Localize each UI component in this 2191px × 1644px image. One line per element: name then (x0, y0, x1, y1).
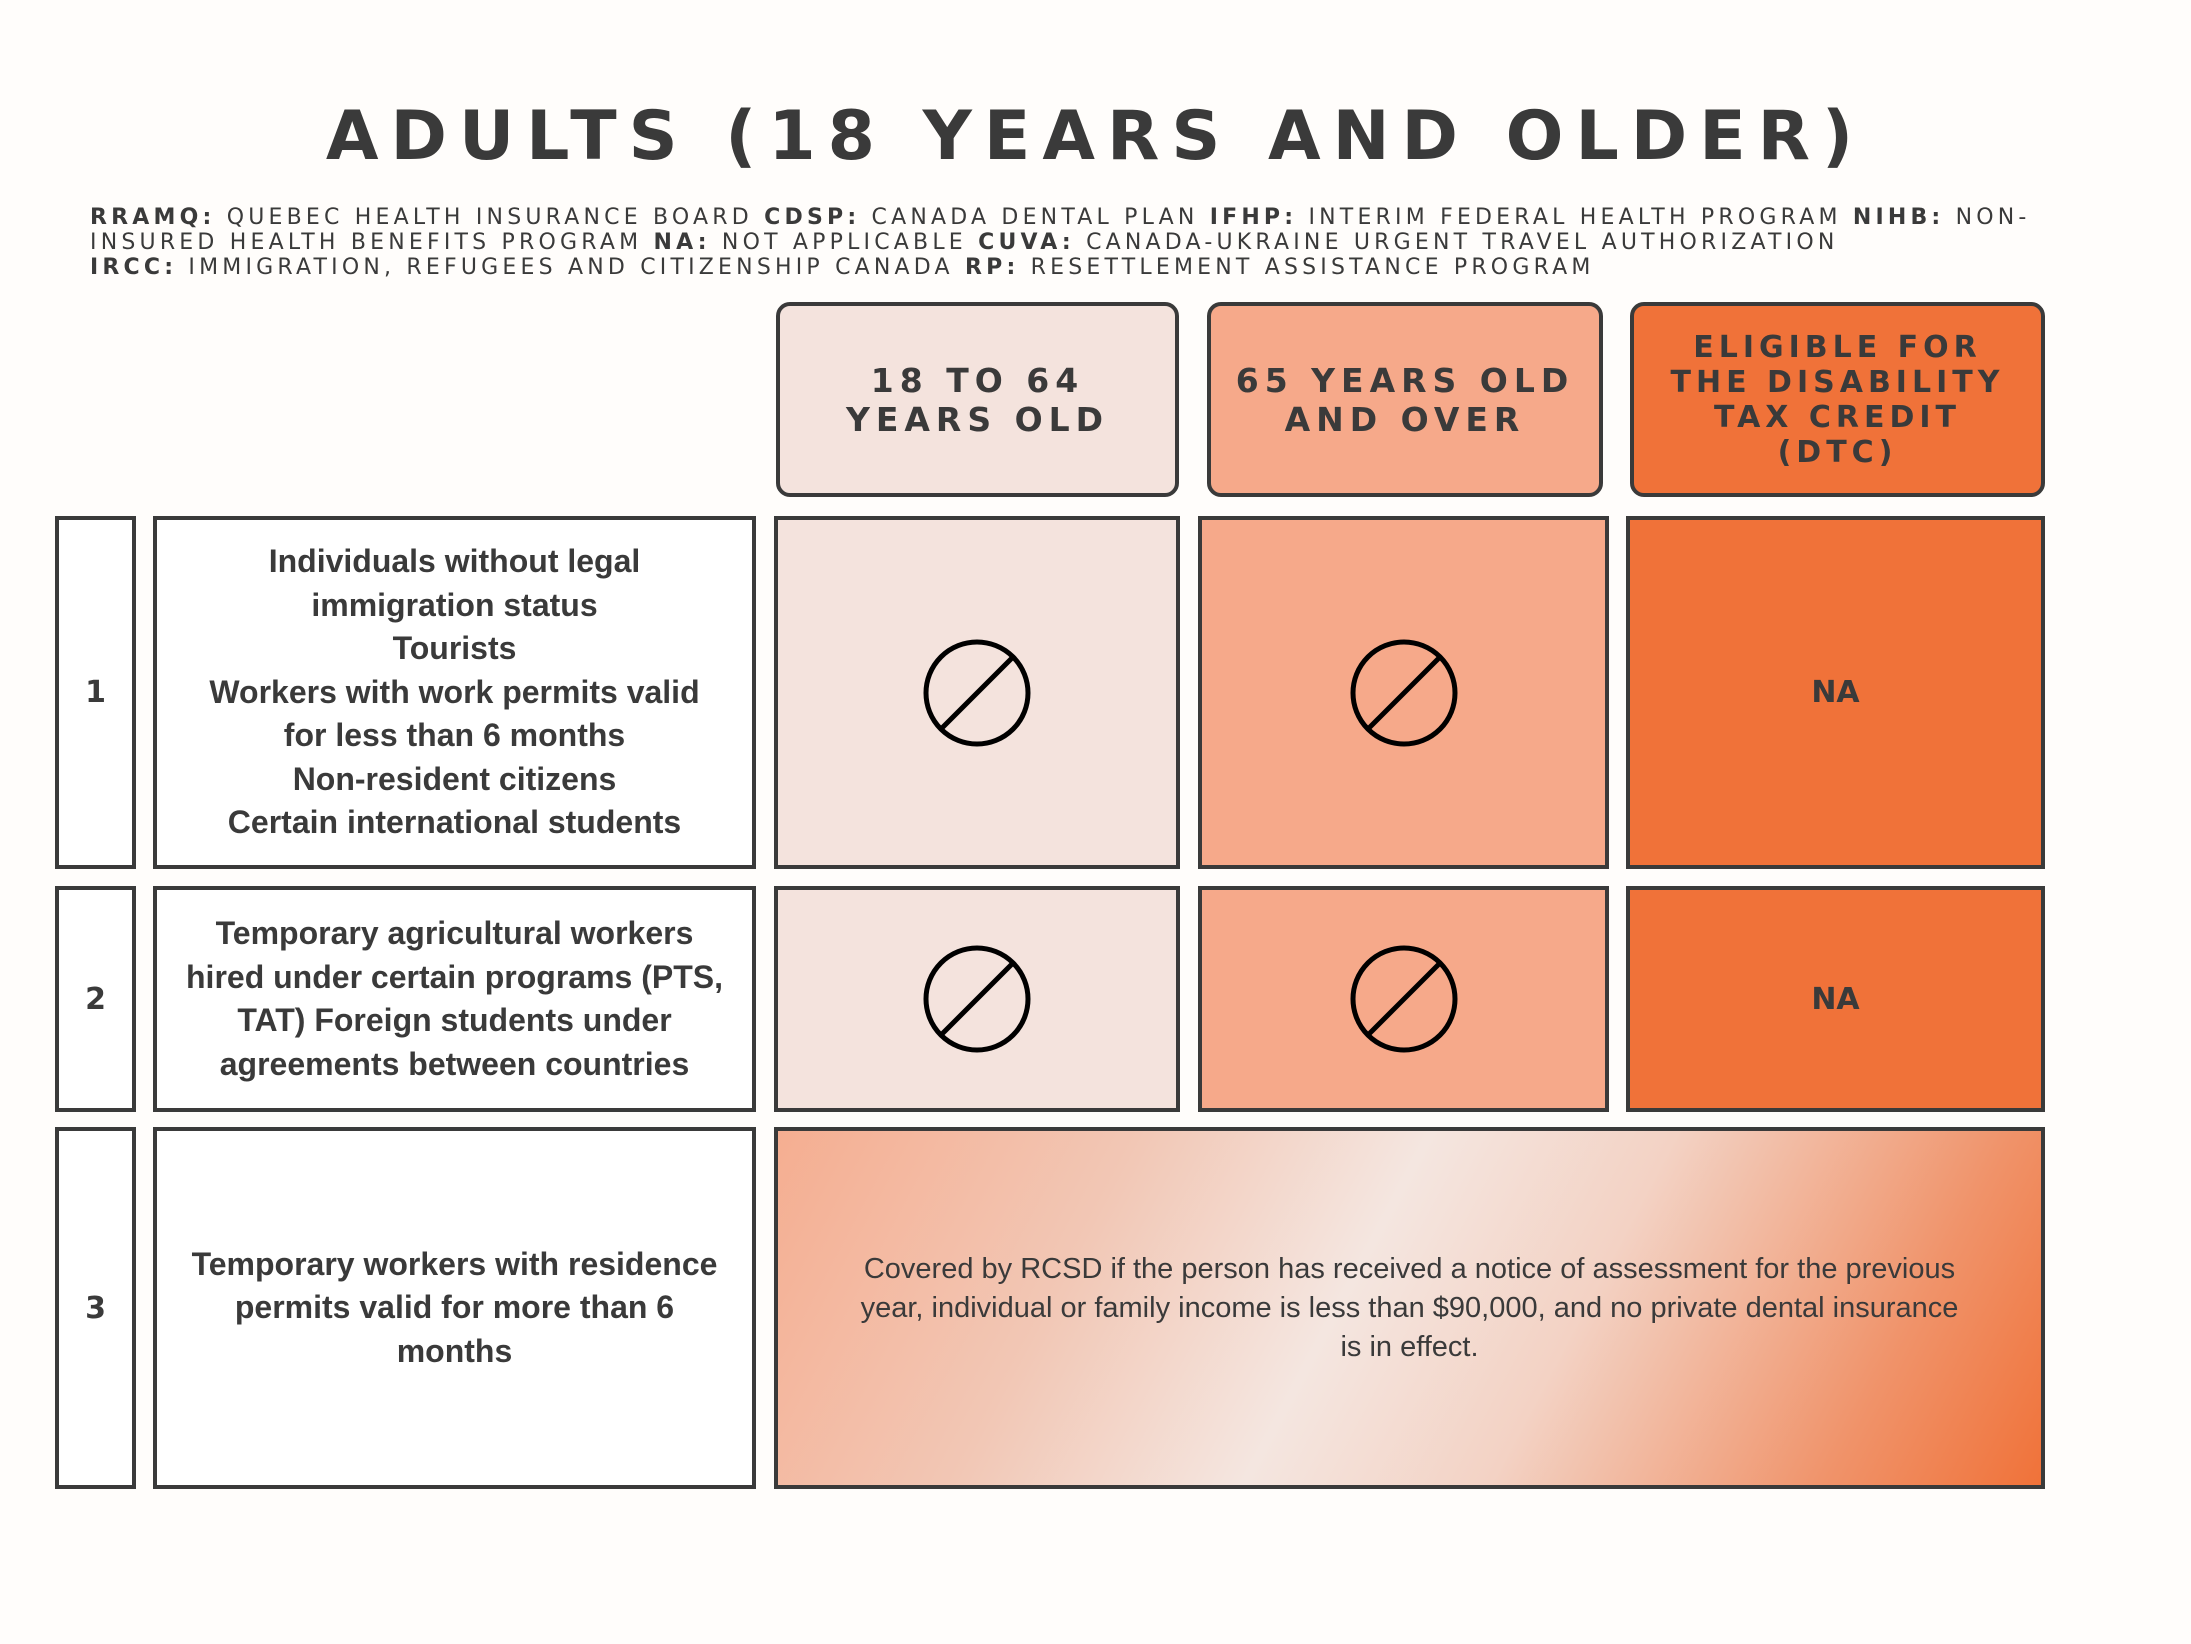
legend-text: INTERIM FEDERAL HEALTH PROGRAM (1297, 205, 1853, 230)
legend-abbr: RP: (965, 255, 1020, 280)
row-number: 1 (85, 675, 106, 710)
legend-line-2 (90, 230, 2120, 255)
description-line: Tourists (392, 630, 517, 667)
legend-line-3 (90, 255, 2120, 280)
row-number: 2 (85, 981, 106, 1017)
row-1-col-65-over (1198, 516, 1609, 869)
legend-line-1 (90, 205, 2120, 230)
description-line: Temporary agricultural workers (215, 915, 694, 951)
row-3-description (153, 1127, 756, 1489)
row-2-description (153, 886, 756, 1112)
description-line: permits valid for more than 6 (234, 1289, 675, 1326)
description-line: hired under certain programs (PTS, (186, 958, 723, 995)
legend-text: NON- (1944, 205, 2031, 230)
description-line: for less than 6 months (283, 717, 626, 754)
header-65-and-over-label: 65 YEARS OLD AND OVER (1235, 360, 1575, 439)
row-2-col-18-64 (774, 886, 1180, 1112)
prohibited-icon (922, 638, 1032, 748)
row-number: 3 (85, 1290, 106, 1326)
page-title: ADULTS (18 YEARS AND OLDER) (325, 97, 1866, 176)
prohibited-icon (1349, 944, 1459, 1054)
description-line: TAT) Foreign students under (237, 1002, 672, 1038)
description-line: Certain international students (227, 804, 682, 841)
legend-abbr: RRAMQ: (90, 205, 216, 230)
description-line: months (396, 1332, 513, 1369)
row-1-col-18-64 (774, 516, 1180, 869)
coverage-line: year, individual or family income is less than $90,000, and no private dental insurance (860, 1291, 1959, 1324)
coverage-line: Covered by RCSD if the person has received a notice of assessment for the previous (863, 1252, 1956, 1285)
legend-text: NOT APPLICABLE (710, 230, 979, 255)
legend-text: RESETTLEMENT ASSISTANCE PROGRAM (1019, 255, 1595, 280)
legend-abbr: CDSP: (764, 205, 861, 230)
header-dtc-label: ELIGIBLE FOR THE DISABILITY TAX CREDIT (DTC) (1670, 329, 2005, 470)
legend-text: IMMIGRATION, REFUGEES AND CITIZENSHIP CANADA (177, 255, 965, 280)
description-line: immigration status (311, 586, 598, 623)
na-label: NA (1811, 675, 1860, 710)
row-3-coverage (774, 1127, 2045, 1489)
header-65-and-over (1207, 302, 1603, 497)
header-dtc (1630, 302, 2045, 497)
legend-abbr: IRCC: (90, 255, 178, 280)
description-line: Temporary workers with residence (191, 1245, 718, 1282)
coverage-line: is in effect. (1340, 1330, 1479, 1363)
legend-text: QUEBEC HEALTH INSURANCE BOARD (215, 205, 765, 230)
legend-abbr: CUVA: (978, 230, 1075, 255)
legend-text: INSURED HEALTH BENEFITS PROGRAM (90, 230, 654, 255)
row-1-number (55, 516, 136, 869)
legend-text: CANADA-UKRAINE URGENT TRAVEL AUTHORIZATION (1074, 230, 1839, 255)
abbreviation-legend (90, 205, 2120, 280)
legend-abbr: NA: (653, 230, 711, 255)
prohibited-icon (922, 944, 1032, 1054)
description-line: Workers with work permits valid (209, 673, 700, 710)
description-line: Individuals without legal (268, 543, 641, 580)
row-1-description (153, 516, 756, 869)
header-18-to-64-label: 18 TO 64 YEARS OLD (845, 360, 1110, 439)
row-2-number (55, 886, 136, 1112)
header-18-to-64 (776, 302, 1179, 497)
legend-abbr: IFHP: (1209, 205, 1298, 230)
legend-abbr: NIHB: (1852, 205, 1945, 230)
na-label: NA (1811, 981, 1860, 1017)
row-3-number (55, 1127, 136, 1489)
prohibited-icon (1349, 638, 1459, 748)
legend-text: CANADA DENTAL PLAN (860, 205, 1210, 230)
description-line: Non-resident citizens (292, 760, 617, 797)
row-1-col-dtc (1626, 516, 2045, 869)
description-line: agreements between countries (219, 1045, 690, 1082)
row-2-col-dtc (1626, 886, 2045, 1112)
row-2-col-65-over (1198, 886, 1609, 1112)
